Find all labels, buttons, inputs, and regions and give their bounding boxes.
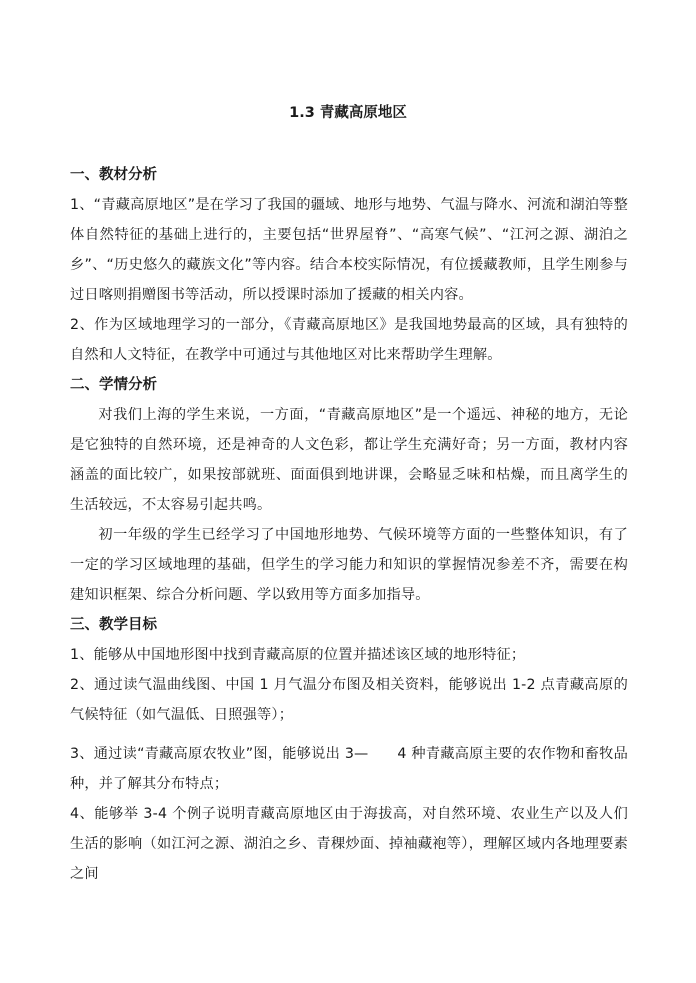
- section-heading-learner-analysis: 二、学情分析: [70, 377, 157, 393]
- document-body: [70, 160, 628, 889]
- paragraph: 2、作为区域地理学习的一部分，《青藏高原地区》是我国地势最高的区域，具有独特的自然和人文特征，在教学中可通过与其他地区对比来帮助学生理解。: [70, 317, 628, 363]
- paragraph: 初一年级的学生已经学习了中国地形地势、气候环境等方面的一些整体知识，有了一定的学习区域地理的基础，但学生的学习能力和知识的掌握情况参差不齐，需要在构建知识框架、综合分析问题、学以致用等方面多加指导。: [70, 527, 628, 603]
- goal-item: 4、能够举 3-4 个例子说明青藏高原地区由于海拔高，对自然环境、农业生产以及人们生活的影响（如江河之源、湖泊之乡、青稞炒面、掉袖藏袍等），理解区域内各地理要素之间: [70, 806, 628, 882]
- goal-item: 1、能够从中国地形图中找到青藏高原的位置并描述该区域的地形特征；: [70, 647, 526, 663]
- goal-item: 3、通过读“青藏高原农牧业”图，能够说出 3— 4 种青藏高原主要的农作物和畜牧品种，并了解其分布特点；: [70, 746, 628, 792]
- section-heading-textbook-analysis: 一、教材分析: [70, 167, 157, 183]
- goal-item: 2、通过读气温曲线图、中国 1 月气温分布图及相关资料，能够说出 1-2 点青藏高原的气候特征（如气温低、日照强等）；: [70, 677, 628, 723]
- paragraph: 对我们上海的学生来说，一方面，“青藏高原地区”是一个遥远、神秘的地方，无论是它独特的自然环境，还是神奇的人文色彩，都让学生充满好奇；另一方面，教材内容涵盖的面比较广，如果按部就班、面面俱到地讲课，会略显乏味和枯燥，而且离学生的生活较远，不太容易引起共鸣。: [70, 407, 628, 513]
- spacer: [70, 730, 628, 739]
- document-title: 1.3 青藏高原地区: [289, 105, 407, 121]
- paragraph: 1、“青藏高原地区”是在学习了我国的疆域、地形与地势、气温与降水、河流和湖泊等整体自然特征的基础上进行的，主要包括“世界屋脊”、“高寒气候”、“江河之源、湖泊之乡”、“历史悠久的藏族文化”等内容。结合本校实际情况，有位援藏教师，且学生刚参与过日喀则捐赠图书等活动，所以授课时添加了援藏的相关内容。: [70, 197, 628, 303]
- section-heading-teaching-goals: 三、教学目标: [70, 617, 157, 633]
